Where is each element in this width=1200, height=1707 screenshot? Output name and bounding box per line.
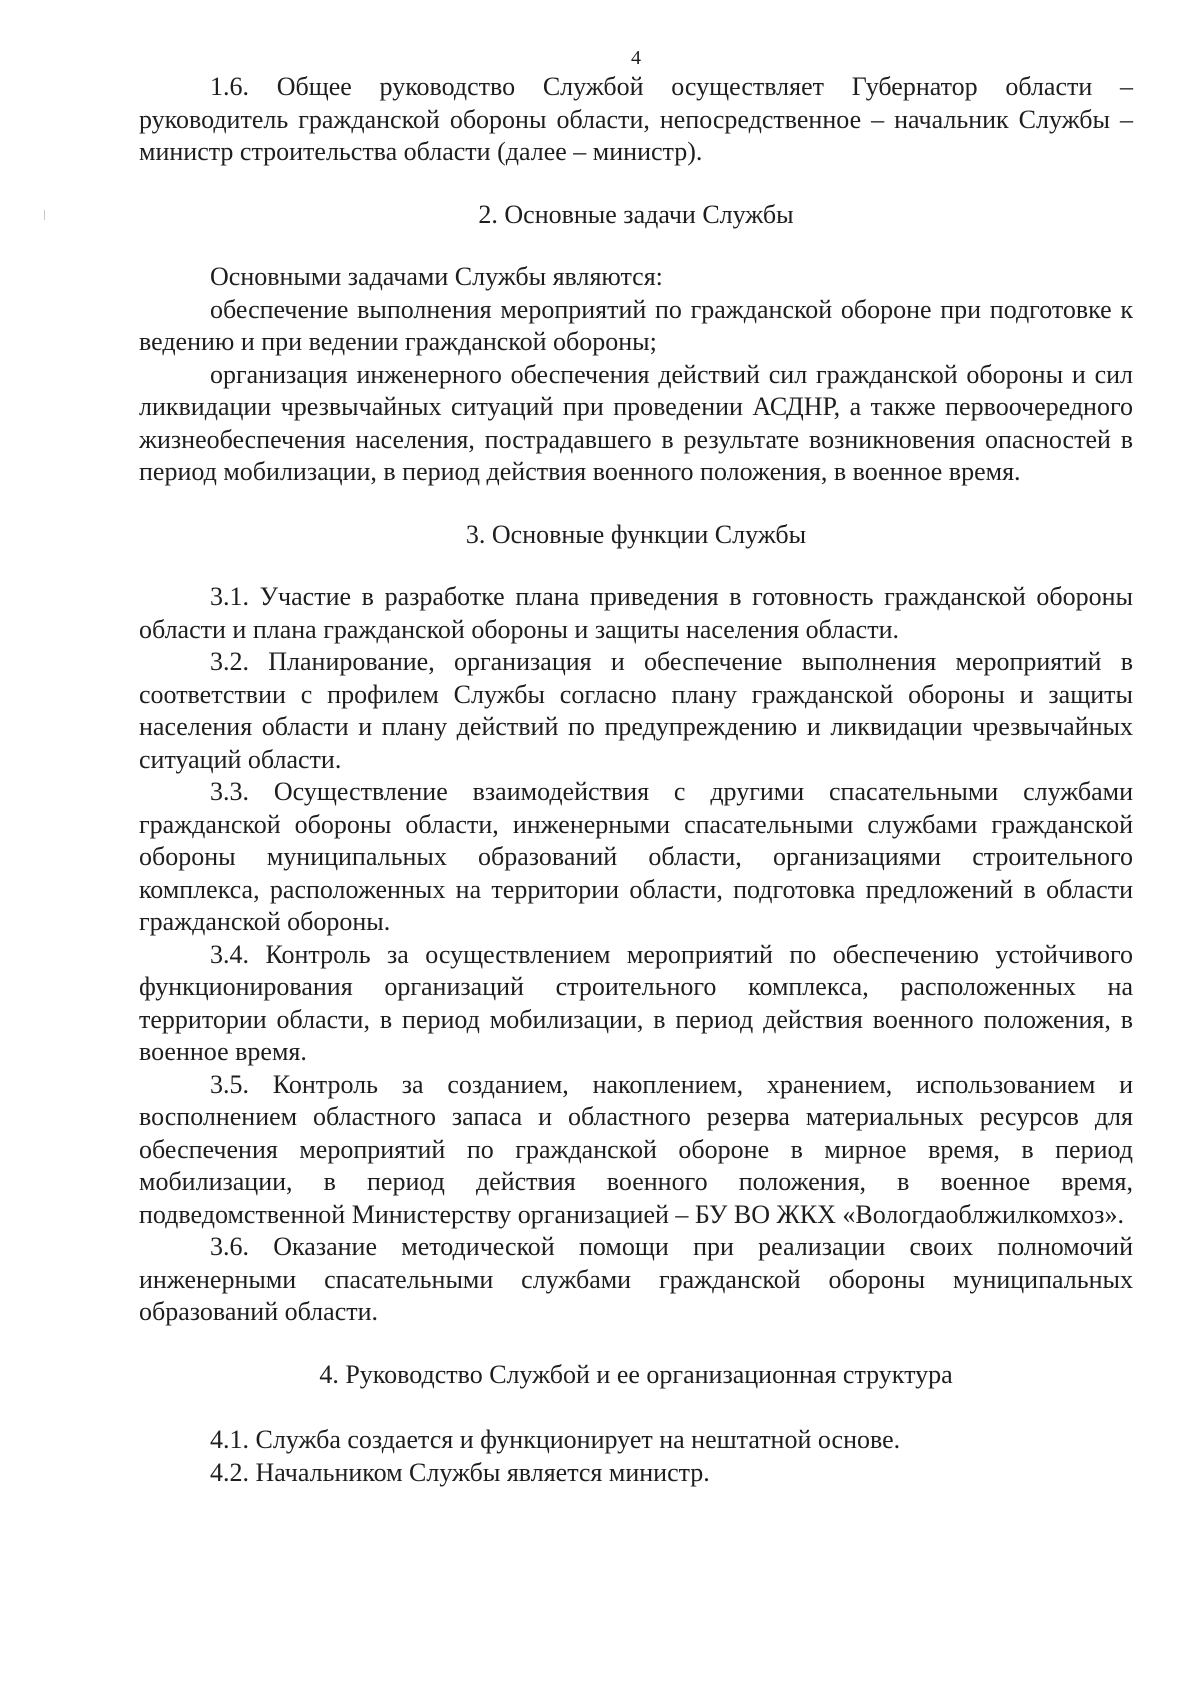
section-3-heading: 3. Основные функции Службы	[465, 519, 807, 549]
section-4-heading: 4. Руководство Службой и ее организационная структура	[319, 1359, 953, 1389]
function-item-3-3: 3.3. Осуществление взаимодействия с другими спасательными службами гражданской обороны области, инженерными спасательными службами гражданской обороны муниципальных образований области, организациями строительного комплекса, расположенных на территории области, подготовка предложений в области гражданской обороны.	[139, 777, 1133, 936]
function-item-3-1: 3.1. Участие в разработке плана приведения в готовность гражданской обороны области и плана гражданской обороны и защиты населения области.	[139, 582, 1133, 644]
function-item-3-4: 3.4. Контроль за осуществлением мероприятий по обеспечению устойчивого функционирования организаций строительного комплекса, расположенных на территории области, в период мобилизации, в период действия военного положения, в военное время.	[139, 939, 1133, 1066]
section-2-intro: Основными задачами Службы являются:	[210, 262, 663, 291]
function-item-3-6: 3.6. Оказание методической помощи при реализации своих полномочий инженерными спасательными службами гражданской обороны муниципальных образований области.	[139, 1232, 1133, 1326]
section-2-heading: 2. Основные задачи Службы	[478, 199, 794, 229]
paragraph-1-6: 1.6. Общее руководство Службой осуществляет Губернатор области – руководитель гражданской обороны области, непосредственное – начальник Службы – министр строительства области (далее – министр).	[139, 72, 1133, 166]
structure-item-4-2: 4.2. Начальником Службы является министр.	[210, 1457, 710, 1487]
document-page	[139, 0, 1133, 1707]
function-item-3-2: 3.2. Планирование, организация и обеспечение выполнения мероприятий в соответствии с профилем Службы согласно плану гражданской обороны и защиты населения области и плану действий по предупреждению и ликвидации чрезвычайных ситуаций области.	[139, 647, 1133, 774]
task-item: обеспечение выполнения мероприятий по гражданской обороне при подготовке к ведению и при ведении гражданской обороны;	[139, 294, 1133, 356]
function-item-3-5: 3.5. Контроль за созданием, накоплением, хранением, использованием и восполнением областного запаса и областного резерва материальных ресурсов для обеспечения мероприятий по гражданской обороне в мирное время, в период мобилизации, в период действия военного положения, в военное время, подведомственной Министерству организацией – БУ ВО ЖКХ «Вологдаоблжилкомхоз».	[139, 1069, 1133, 1229]
task-item: организация инженерного обеспечения действий сил гражданской обороны и сил ликвидации чрезвычайных ситуаций при проведении АСДНР, а также первоочередного жизнеобеспечения населения, пострадавшего в результате возникновения опасностей в период мобилизации, в период действия военного положения, в военное время.	[139, 359, 1133, 486]
page-number: 4	[631, 47, 641, 69]
scan-artifact	[44, 210, 45, 220]
document-body	[139, 71, 1133, 1489]
structure-item-4-1: 4.1. Служба создается и функционирует на нештатной основе.	[210, 1425, 901, 1454]
